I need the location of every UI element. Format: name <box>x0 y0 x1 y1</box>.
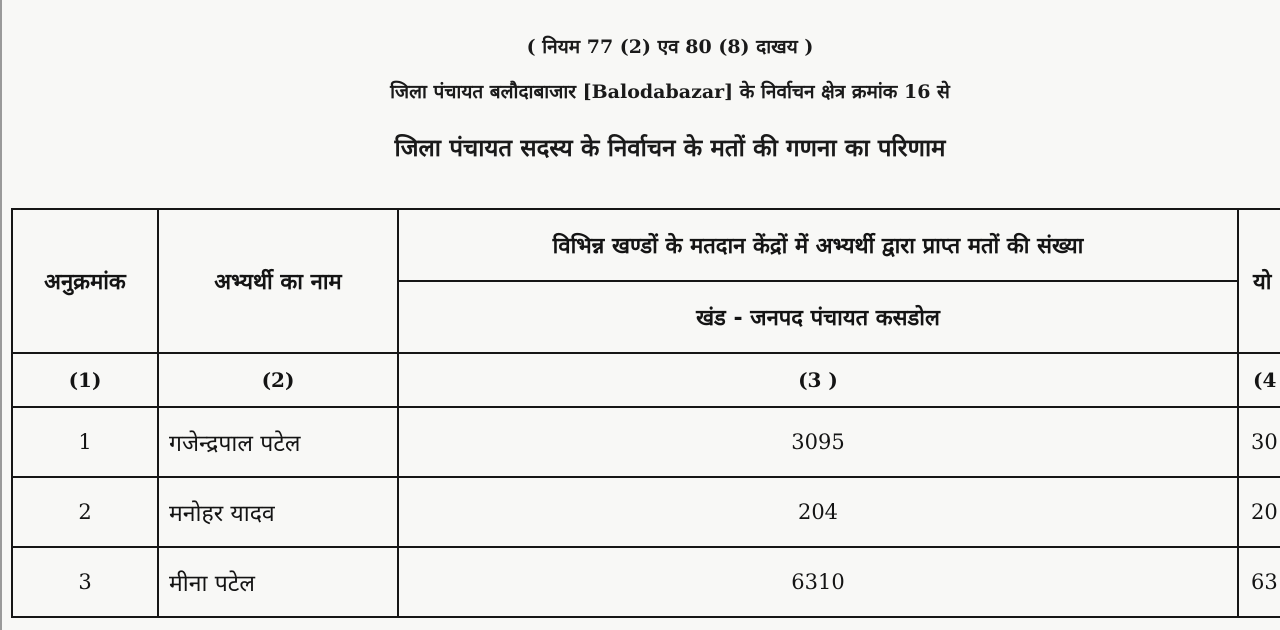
candidate-name-cell: मनोहर यादव <box>158 477 398 547</box>
header-block: खंड - जनपद पंचायत कसडोल <box>398 281 1238 353</box>
document-subtitle: जिला पंचायत बलौदाबाजार [Balodabazar] के निर्वाचन क्षेत्र क्रमांक 16 से <box>390 81 950 103</box>
header-row-top <box>12 209 1280 281</box>
header-total: यो <box>1238 209 1280 353</box>
table-row <box>12 407 1280 477</box>
results-table <box>11 208 1280 618</box>
candidate-name-cell: गजेन्द्रपाल पटेल <box>158 407 398 477</box>
document-title: जिला पंचायत सदस्य के निर्वाचन के मतों की गणना का परिणाम <box>394 134 946 162</box>
table-row <box>12 547 1280 617</box>
serial-cell: 1 <box>12 407 158 477</box>
column-number-3: (3 ) <box>398 353 1238 407</box>
column-number-4: (4 <box>1238 353 1280 407</box>
rule-reference: ( नियम 77 (2) एव 80 (8) दाखय ) <box>526 36 814 58</box>
block-votes-cell: 204 <box>398 477 1238 547</box>
total-votes-cell: 30 <box>1238 407 1280 477</box>
block-votes-cell: 6310 <box>398 547 1238 617</box>
column-number-2: (2) <box>158 353 398 407</box>
header-votes-group: विभिन्न खण्डों के मतदान केंद्रों में अभ्यर्थी द्वारा प्राप्त मतों की संख्या <box>398 209 1238 281</box>
header-serial: अनुक्रमांक <box>12 209 158 353</box>
serial-cell: 2 <box>12 477 158 547</box>
serial-cell: 3 <box>12 547 158 617</box>
block-votes-cell: 3095 <box>398 407 1238 477</box>
header-candidate-name: अभ्यर्थी का नाम <box>158 209 398 353</box>
table-row <box>12 477 1280 547</box>
candidate-name-cell: मीना पटेल <box>158 547 398 617</box>
column-number-1: (1) <box>12 353 158 407</box>
column-number-row <box>12 353 1280 407</box>
total-votes-cell: 20 <box>1238 477 1280 547</box>
total-votes-cell: 63 <box>1238 547 1280 617</box>
